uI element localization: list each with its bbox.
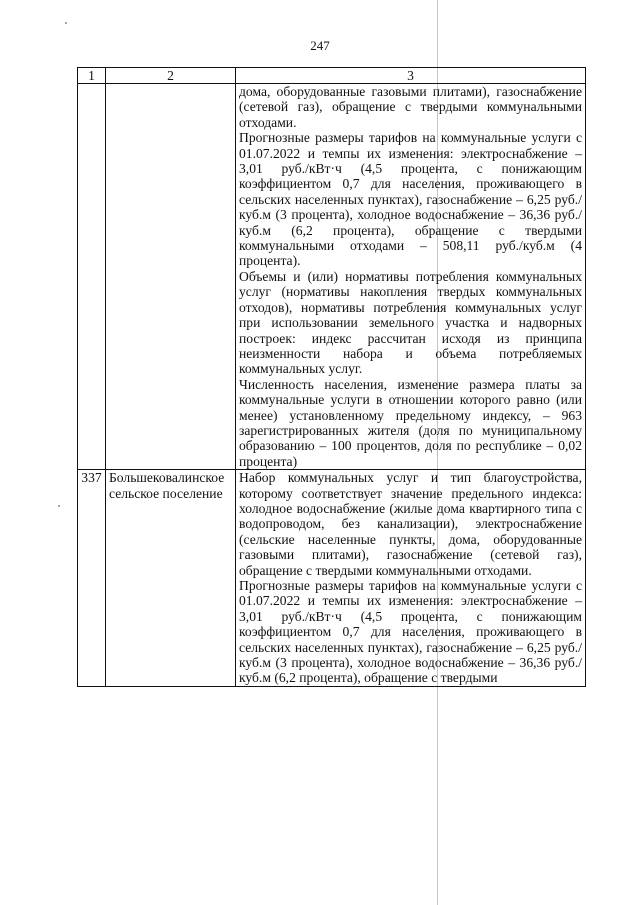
content-paragraph: дома, оборудованные газовыми плитами), газоснабжение (сетевой газ), обращение с твердыми коммунальными отходами. [239,84,582,130]
column-header-2: 2 [106,68,236,84]
document-table [77,67,586,687]
row-content [236,470,586,687]
municipality-name: Большековалинское сельское поселение [106,470,236,687]
content-paragraph: Прогнозные размеры тарифов на коммунальные услуги с 01.07.2022 и темпы их изменения: электроснабжение – 3,01 руб./кВт·ч (4,5 процента, с понижающим коэффициентом 0,7 для населения, проживающего в сельских населенных пунктах), газоснабжение – 6,25 руб./куб.м (3 процента), холодное водоснабжение – 36,36 руб./куб.м (6,2 процента), обращение с твердыми [239,578,582,686]
column-header-3: 3 [236,68,586,84]
municipality-name [106,84,236,470]
table-row [78,470,586,687]
page-number: 247 [310,38,330,53]
content-paragraph: Прогнозные размеры тарифов на коммунальные услуги с 01.07.2022 и темпы их изменения: электроснабжение – 3,01 руб./кВт·ч (4,5 процента, с понижающим коэффициентом 0,7 для населения, проживающего в сельских населенных пунктах), газоснабжение – 6,25 руб./куб.м (3 процента), холодное водоснабжение – 36,36 руб./куб.м (6,2 процента), обращение с твердыми коммунальными отходами – 508,11 руб./куб.м (4 процента). [239,130,582,269]
content-paragraph: Объемы и (или) нормативы потребления коммунальных услуг (нормативы накопления твердых коммунальных отходов), нормативы потребления коммунальных услуг при использовании земельного участка и надворных построек: индекс рассчитан исходя из принципа неизменности набора и объема потребляемых коммунальных услуг. [239,268,582,377]
scan-speck [65,22,67,24]
row-number: 337 [78,470,106,687]
row-number [78,84,106,470]
scan-speck [58,505,60,507]
table-header-row [78,68,586,84]
table-row [78,84,586,470]
column-header-1: 1 [78,68,106,84]
content-paragraph: Численность населения, изменение размера платы за коммунальные услуги в отношении которого равно (или менее) установленному предельному индексу, – 963 зарегистрированных жителя (доля по муниципальному образованию – 100 процентов, доля по республике – 0,02 процента) [239,376,582,469]
content-paragraph: Набор коммунальных услуг и тип благоустройства, которому соответствует значение предельного индекса: холодное водоснабжение (жилые дома квартирного типа с водопроводом, без канализации), электроснабжение (сельские населенные пункты, дома, оборудованные газовыми плитами), газоснабжение (сетевой газ), обращение с твердыми коммунальными отходами. [239,470,582,578]
row-content [236,84,586,470]
